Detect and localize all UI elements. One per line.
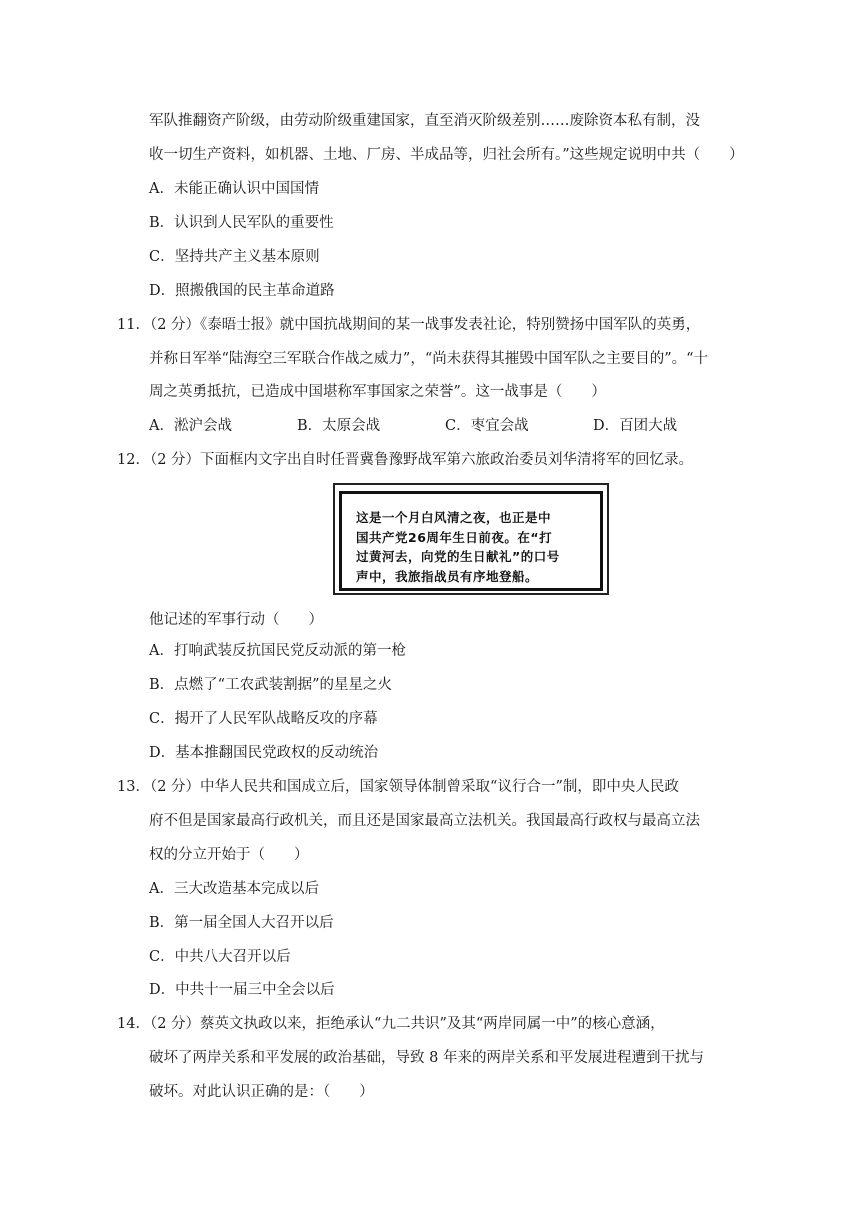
q10-option-c[interactable]: C．坚持共产主义基本原则	[149, 249, 320, 265]
q10-option-a[interactable]: A．未能正确认识中国国情	[149, 181, 319, 197]
q10-option-b[interactable]: B．认识到人民军队的重要性	[149, 215, 334, 231]
q12-stem: 他记述的军事行动（ ）	[149, 612, 323, 628]
q11-line-2: 并称日军举“陆海空三军联合作战之威力”，“尚未获得其摧毁中国军队之主要目的”。“十	[149, 351, 709, 367]
quote-line-1: 这是一个月白风清之夜，也正是中	[356, 510, 552, 525]
q13-option-a[interactable]: A．三大改造基本完成以后	[149, 881, 319, 897]
q12-option-d[interactable]: D．基本推翻国民党政权的反动统治	[149, 745, 379, 761]
q14-line-2: 破坏了两岸关系和平发展的政治基础，导致 8 年来的两岸关系和平发展进程遭到干扰与	[149, 1050, 704, 1066]
q12-option-a[interactable]: A．打响武装反抗国民党反动派的第一枪	[149, 643, 406, 659]
quote-box-frame	[339, 491, 603, 591]
q11-option-a[interactable]: A．淞沪会战	[149, 418, 232, 434]
quote-line-2: 国共产党26周年生日前夜。在“打	[356, 529, 553, 545]
q11-line-3: 周之英勇抵抗，已造成中国堪称军事国家之荣誉”。这一战事是（ ）	[149, 384, 606, 400]
q13-option-c[interactable]: C．中共八大召开以后	[149, 949, 291, 965]
q13-line-2: 府不但是国家最高行政机关，而且还是国家最高立法机关。我国最高行政权与最高立法	[149, 813, 700, 829]
q13-option-d[interactable]: D．中共十一届三中全会以后	[149, 982, 335, 998]
q10-line-1: 军队推翻资产阶级，由劳动阶级重建国家，直至消灭阶级差别……废除资本私有制，没	[149, 113, 700, 129]
quote-line-4: 声中，我旅指战员有序地登船。	[356, 568, 539, 584]
memoir-quote-box	[333, 483, 611, 601]
q11-option-b[interactable]: B．太原会战	[297, 418, 381, 434]
q13-option-b[interactable]: B．第一届全国人大召开以后	[149, 915, 334, 931]
q12-option-c[interactable]: C．揭开了人民军队战略反攻的序幕	[149, 711, 378, 727]
q11-option-d[interactable]: D．百团大战	[593, 418, 678, 434]
quote-line-3: 过黄河去，向党的生日献礼”的口号	[356, 549, 560, 564]
q10-line-2: 收一切生产资料，如机器、土地、厂房、半成品等，归社会所有。”这些规定说明中共（ ）	[149, 147, 744, 163]
q14-line-3: 破坏。对此认识正确的是：（ ）	[149, 1084, 374, 1100]
q11-line-1: 11．（2 分）《泰晤士报》就中国抗战期间的某一战事发表社论，特别赞扬中国军队的英勇，	[117, 317, 701, 333]
q13-line-3: 权的分立开始于（ ）	[149, 847, 309, 863]
q13-line-1: 13．（2 分）中华人民共和国成立后，国家领导体制曾采取“议行合一”制，即中央人民政	[117, 779, 679, 795]
q11-option-c[interactable]: C．枣宜会战	[445, 418, 529, 434]
q12-option-b[interactable]: B．点燃了“工农武装割据”的星星之火	[149, 677, 392, 693]
q14-line-1: 14．（2 分）蔡英文执政以来，拒绝承认“九二共识”及其“两岸同属一中”的核心意涵，	[117, 1016, 665, 1032]
q12-line-1: 12．（2 分）下面框内文字出自时任晋冀鲁豫野战军第六旅政治委员刘华清将军的回忆录。	[117, 452, 694, 468]
q10-option-d[interactable]: D．照搬俄国的民主革命道路	[149, 283, 335, 299]
